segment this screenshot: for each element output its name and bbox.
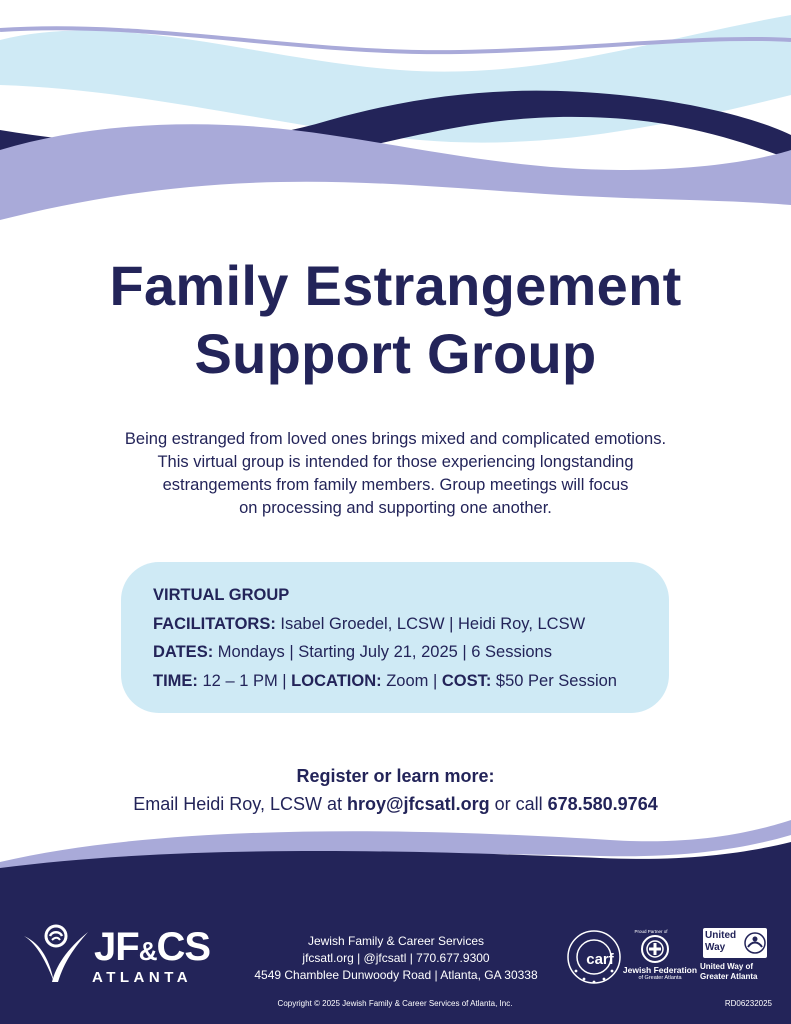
register-text-middle: or call (489, 794, 548, 814)
document-code: RD06232025 (724, 999, 772, 1008)
address: 4549 Chamblee Dunwoody Road | Atlanta, GA 30338 (254, 968, 538, 982)
dates-line (153, 641, 669, 670)
group-details-box (121, 562, 669, 713)
fed-name: Jewish Federation (622, 965, 698, 975)
title-line-1: Family Estrangement (109, 254, 682, 317)
contact-line[interactable]: jfcsatl.org | @jfcsatl | 770.677.9300 (302, 951, 490, 965)
uw-name-line: Greater Atlanta (700, 972, 758, 981)
footer-contact (236, 933, 556, 984)
intro-line: This virtual group is intended for those experiencing longstanding (157, 453, 634, 471)
title-line-2: Support Group (194, 322, 597, 385)
intro-line: estrangements from family members. Group meetings will focus (162, 476, 629, 494)
footer-background (0, 800, 791, 1024)
united-way-logo-text: United Way (705, 930, 737, 953)
jfcs-logo-text (94, 927, 210, 971)
group-type-line (153, 584, 669, 613)
cost-value: $50 Per Session (491, 671, 617, 690)
time-value: 12 – 1 PM | (197, 671, 292, 690)
facilitators-value: Isabel Groedel, LCSW | Heidi Roy, LCSW (275, 614, 586, 633)
intro-line: Being estranged from loved ones brings mixed and complicated emotions. (124, 430, 667, 448)
time-location-cost-line (153, 670, 669, 699)
intro-line: on processing and supporting one another. (239, 499, 552, 517)
location-label: LOCATION: (291, 671, 382, 690)
logo-atlanta: ATLANTA (92, 969, 193, 986)
group-type: VIRTUAL GROUP (153, 586, 290, 604)
logo-jf: JF (94, 925, 139, 969)
jfcs-logo-icon (22, 922, 92, 986)
logo-cs: CS (156, 925, 211, 969)
register-line (0, 790, 791, 818)
location-value: Zoom | (381, 671, 442, 690)
email-link[interactable]: hroy@jfcsatl.org (347, 794, 490, 814)
united-way-name (700, 962, 770, 982)
facilitators-line (153, 613, 669, 642)
register-heading: Register or learn more: (296, 766, 495, 786)
page-title (0, 252, 791, 388)
dates-label: DATES: (153, 643, 214, 661)
register-text: Email Heidi Roy, LCSW at (133, 794, 347, 814)
intro-paragraph (80, 428, 711, 520)
copyright: Copyright © 2025 Jewish Family & Career Services of Atlanta, Inc. (277, 999, 513, 1008)
facilitators-label: FACILITATORS: (153, 614, 276, 633)
cost-label: COST: (441, 671, 492, 690)
jewish-federation-icon (640, 934, 670, 964)
logo-amp: & (138, 936, 157, 966)
united-way-icon (744, 931, 766, 955)
uw-name-line: United Way of (700, 962, 754, 971)
fed-proud-partner: Proud Partner of (634, 929, 668, 934)
dates-value: Mondays | Starting July 21, 2025 | 6 Sessions (213, 643, 552, 661)
header-waves (0, 0, 791, 240)
carf-text: carf (586, 951, 614, 968)
fed-sub: of Greater Atlanta (638, 975, 682, 981)
time-label: TIME: (153, 671, 198, 690)
org-name: Jewish Family & Career Services (307, 934, 485, 948)
register-section (0, 762, 791, 818)
phone-link[interactable]: 678.580.9764 (547, 794, 658, 814)
